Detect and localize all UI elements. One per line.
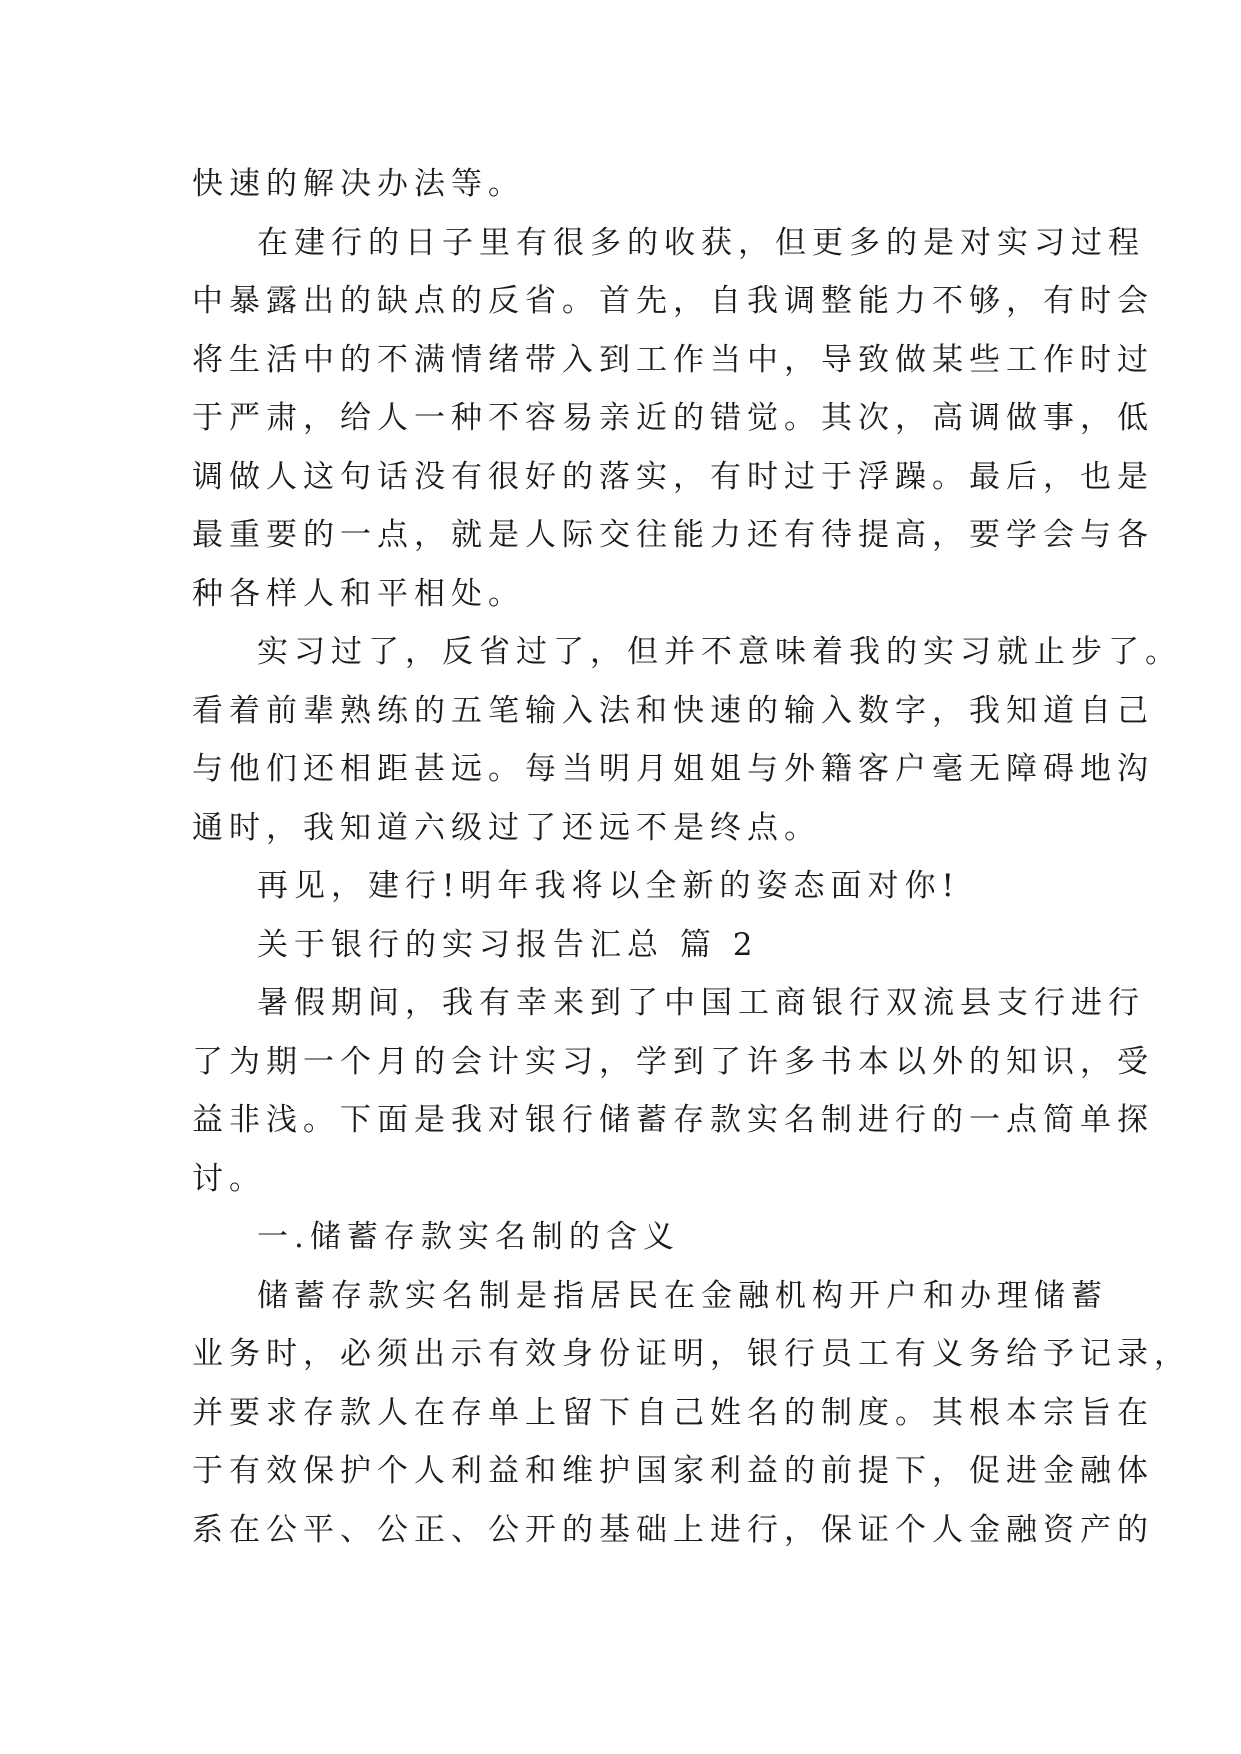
text-line: 益非浅。下面是我对银行储蓄存款实名制进行的一点简单探	[192, 1102, 1154, 1138]
text-line: 业务时，必须出示有效身份证明，银行员工有义务给予记录，	[192, 1336, 1191, 1372]
text-line: 与他们还相距甚远。每当明月姐姐与外籍客户毫无障碍地沟	[192, 751, 1154, 787]
text-line: 最重要的一点，就是人际交往能力还有待提高，要学会与各	[192, 517, 1154, 553]
text-line: 储蓄存款实名制是指居民在金融机构开户和办理储蓄	[257, 1277, 1108, 1314]
text-line: 种各样人和平相处。	[192, 575, 525, 612]
text-line: 中暴露出的缺点的反省。首先，自我调整能力不够，有时会	[192, 283, 1154, 319]
text-line: 通时，我知道六级过了还远不是终点。	[192, 809, 821, 846]
text-line: 实习过了，反省过了，但并不意味着我的实习就止步了。	[257, 634, 1182, 670]
text-line: 再见，建行!明年我将以全新的姿态面对你!	[257, 868, 960, 904]
text-line: 于严肃，给人一种不容易亲近的错觉。其次，高调做事，低	[192, 400, 1154, 436]
text-line: 了为期一个月的会计实习，学到了许多书本以外的知识，受	[192, 1043, 1154, 1080]
text-line: 并要求存款人在存单上留下自己姓名的制度。其根本宗旨在	[192, 1394, 1154, 1431]
text-line: 于有效保护个人利益和维护国家利益的前提下，促进金融体	[192, 1453, 1154, 1489]
text-line: 一.储蓄存款实名制的含义	[257, 1219, 680, 1255]
text-line: 讨。	[192, 1160, 266, 1197]
text-line: 暑假期间，我有幸来到了中国工商银行双流县支行进行	[257, 985, 1145, 1021]
text-line: 调做人这句话没有很好的落实，有时过于浮躁。最后，也是	[192, 458, 1154, 495]
text-line: 将生活中的不满情绪带入到工作当中，导致做某些工作时过	[192, 341, 1154, 378]
text-line: 关于银行的实习报告汇总 篇 2	[257, 926, 759, 963]
document-body	[192, 155, 1191, 1559]
text-line: 在建行的日子里有很多的收获，但更多的是对实习过程	[257, 224, 1145, 261]
text-line: 系在公平、公正、公开的基础上进行，保证个人金融资产的	[192, 1511, 1154, 1548]
text-line: 快速的解决办法等。	[192, 166, 525, 202]
text-line: 看着前辈熟练的五笔输入法和快速的输入数字，我知道自己	[192, 692, 1154, 729]
